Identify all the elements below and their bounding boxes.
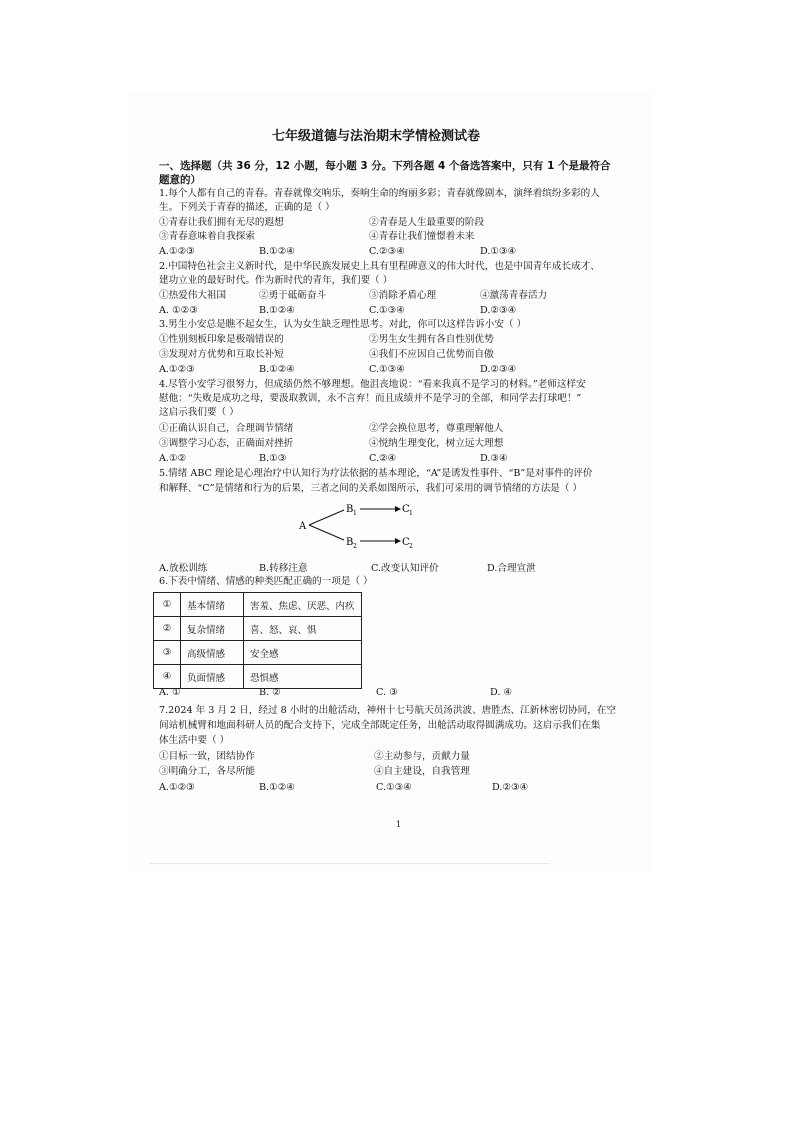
emotion-table [153, 592, 362, 689]
q5-option-a: A.放松训练 [159, 563, 208, 574]
q4-option-b: B.①③ [259, 453, 287, 464]
q2-item: ③消除矛盾心理 [369, 290, 437, 301]
q1-option-d: D.①③④ [480, 246, 517, 257]
q2-stem-line: 2.中国特色社会主义新时代，是中华民族发展史上具有里程碑意义的伟大时代，也是中国青年成长成才、 [159, 261, 600, 272]
q2-option-d: D.②③④ [480, 305, 517, 316]
q1-option-b: B.①②④ [259, 246, 295, 257]
node-b2: B [346, 537, 354, 548]
q7-item: ①目标一致，团结协作 [159, 751, 255, 762]
q2-option-c: C.①③④ [369, 305, 405, 316]
q7-stem-line: 7.2024 年 3 月 2 日，经过 8 小时的出舱活动，神州十七号航天员汤洪波、唐胜杰、江新林密切协同，在空 [159, 705, 616, 716]
table-cell: ④ [154, 665, 181, 689]
q4-item: ③调整学习心态，正确面对挫折 [159, 438, 294, 449]
q3-item: ③发现对方优势和互取长补短 [159, 349, 284, 360]
q3-option-d: D.②③④ [480, 364, 517, 375]
q6-option-c: C. ③ [376, 687, 398, 698]
q5-option-c: C.改变认知评价 [371, 563, 439, 574]
section-heading-cont: 题意的） [159, 174, 201, 186]
table-cell: ① [154, 593, 181, 617]
table-cell: 安全感 [244, 641, 362, 665]
node-b2-subscript: 2 [353, 543, 357, 550]
q4-item: ④悦纳生理变化，树立远大理想 [369, 438, 504, 449]
q6-stem-line: 6.下表中情绪、情感的种类匹配正确的一项是（ ） [159, 576, 373, 587]
q2-item: ②勇于砥砺奋斗 [259, 290, 327, 301]
q2-option-b: B.①②④ [259, 305, 295, 316]
section-heading: 一、选择题（共 36 分，12 小题，每小题 3 分。下列各题 4 个备选答案中，只有 1 个是最符合 [159, 160, 611, 172]
q7-item: ④自主建设，自我管理 [374, 766, 470, 777]
node-c1-subscript: 1 [409, 510, 413, 517]
node-c2-subscript: 2 [409, 543, 413, 550]
q2-item: ④激荡青春活力 [480, 290, 548, 301]
q1-item: ③青春意味着自我探索 [159, 231, 255, 242]
q7-item: ②主动参与，贡献力量 [374, 751, 470, 762]
q5-option-b: B.转移注意 [259, 563, 308, 574]
q3-stem-line: 3.男生小安总是瞧不起女生，认为女生缺乏理性思考。对此，你可以这样告诉小安（ ） [159, 319, 527, 330]
q3-option-b: B.①②④ [259, 364, 295, 375]
q3-item: ②男生女生拥有各自性别优势 [369, 334, 494, 345]
q4-item: ②学会换位思考，尊重理解他人 [369, 423, 504, 434]
table-cell: 基本情绪 [181, 593, 244, 617]
divider [150, 863, 550, 864]
page-title: 七年级道德与法治期末学情检测试卷 [272, 129, 481, 144]
q3-item: ④我们不应因自己优势而自傲 [369, 349, 494, 360]
q1-option-c: C.②③④ [369, 246, 405, 257]
table-row [154, 665, 362, 689]
table-row [154, 593, 362, 617]
q7-option-b: B.①②④ [259, 782, 295, 793]
node-c2: C [402, 537, 410, 548]
table-cell: 恐惧感 [244, 665, 362, 689]
table-cell: ③ [154, 641, 181, 665]
q7-option-a: A.①②③ [159, 782, 195, 793]
q1-item: ④青春让我们憧憬着未来 [369, 231, 475, 242]
page-number: 1 [396, 820, 402, 829]
q1-item: ①青春让我们拥有无尽的遐想 [159, 217, 284, 228]
q2-option-a: A. ①②③ [159, 305, 198, 316]
node-b1-subscript: 1 [353, 510, 357, 517]
q1-item: ②青春是人生最重要的阶段 [369, 217, 485, 228]
table-row [154, 641, 362, 665]
q7-option-c: C.①③④ [376, 782, 412, 793]
q3-option-a: A.①②③ [159, 364, 195, 375]
q6-option-d: D. ④ [490, 687, 513, 698]
q1-stem-line: 生。下列关于青春的描述，正确的是（ ） [159, 202, 335, 213]
table-cell: 负面情感 [181, 665, 244, 689]
q4-stem-line: 这启示我们要（ ） [159, 407, 239, 418]
node-b1: B [346, 504, 354, 515]
q4-item: ①正确认识自己，合理调节情绪 [159, 423, 294, 434]
q5-stem-line: 和解释、“C”是情绪和行为的后果，三者之间的关系如图所示，我们可采用的调节情绪的方法是（ ） [159, 483, 583, 494]
q4-option-a: A.①② [159, 453, 187, 464]
q1-option-a: A.①②③ [159, 246, 195, 257]
q4-option-d: D.③④ [480, 453, 508, 464]
q7-item: ③明确分工，各尽所能 [159, 766, 255, 777]
q2-stem-line: 建功立业的最好时代。作为新时代的青年，我们要（ ） [159, 275, 393, 286]
table-row [154, 617, 362, 641]
q7-stem-line: 体生活中要（ ） [159, 735, 230, 746]
q4-stem-line: 慰他：“失败是成功之母，要汲取教训，永不言弃！而且成绩并不是学习的全部，和同学去打球吧！” [159, 393, 582, 404]
q3-item: ①性别刻板印象是极端错误的 [159, 334, 284, 345]
table-cell: 复杂情绪 [181, 617, 244, 641]
table-cell: 高级情感 [181, 641, 244, 665]
q4-stem-line: 4.尽管小安学习很努力，但成绩仍然不够理想。他沮丧地说：“看来我真不是学习的材料。”老师这样安 [159, 379, 586, 390]
q6-option-b: B. ② [259, 687, 281, 698]
table-cell: ② [154, 617, 181, 641]
table-cell: 害羞、焦虑、厌恶、内疚 [244, 593, 362, 617]
node-a: A [299, 521, 307, 532]
q7-stem-line: 间站机械臂和地面科研人员的配合支持下，完成全部既定任务，出舱活动取得圆满成功。这启示我们在集 [159, 720, 601, 731]
q4-option-c: C.②④ [369, 453, 397, 464]
abc-theory-diagram [290, 498, 430, 550]
q5-stem-line: 5.情绪 ABC 理论是心理治疗中认知行为疗法依据的基本理论，“A”是诱发性事件、“B”是对事件的评价 [159, 468, 593, 479]
q2-item: ①热爱伟大祖国 [159, 290, 227, 301]
q6-option-a: A. ① [159, 687, 181, 698]
q3-option-c: C.①③④ [369, 364, 405, 375]
q7-option-d: D.②③④ [492, 782, 529, 793]
q5-option-d: D.合理宣泄 [487, 563, 536, 574]
table-cell: 喜、怒、哀、惧 [244, 617, 362, 641]
node-c1: C [402, 504, 410, 515]
q1-stem-line: 1.每个人都有自己的青春。青春就像交响乐，奏响生命的绚丽多彩；青春就像剧本，演绎着缤纷多彩的人 [159, 188, 600, 199]
